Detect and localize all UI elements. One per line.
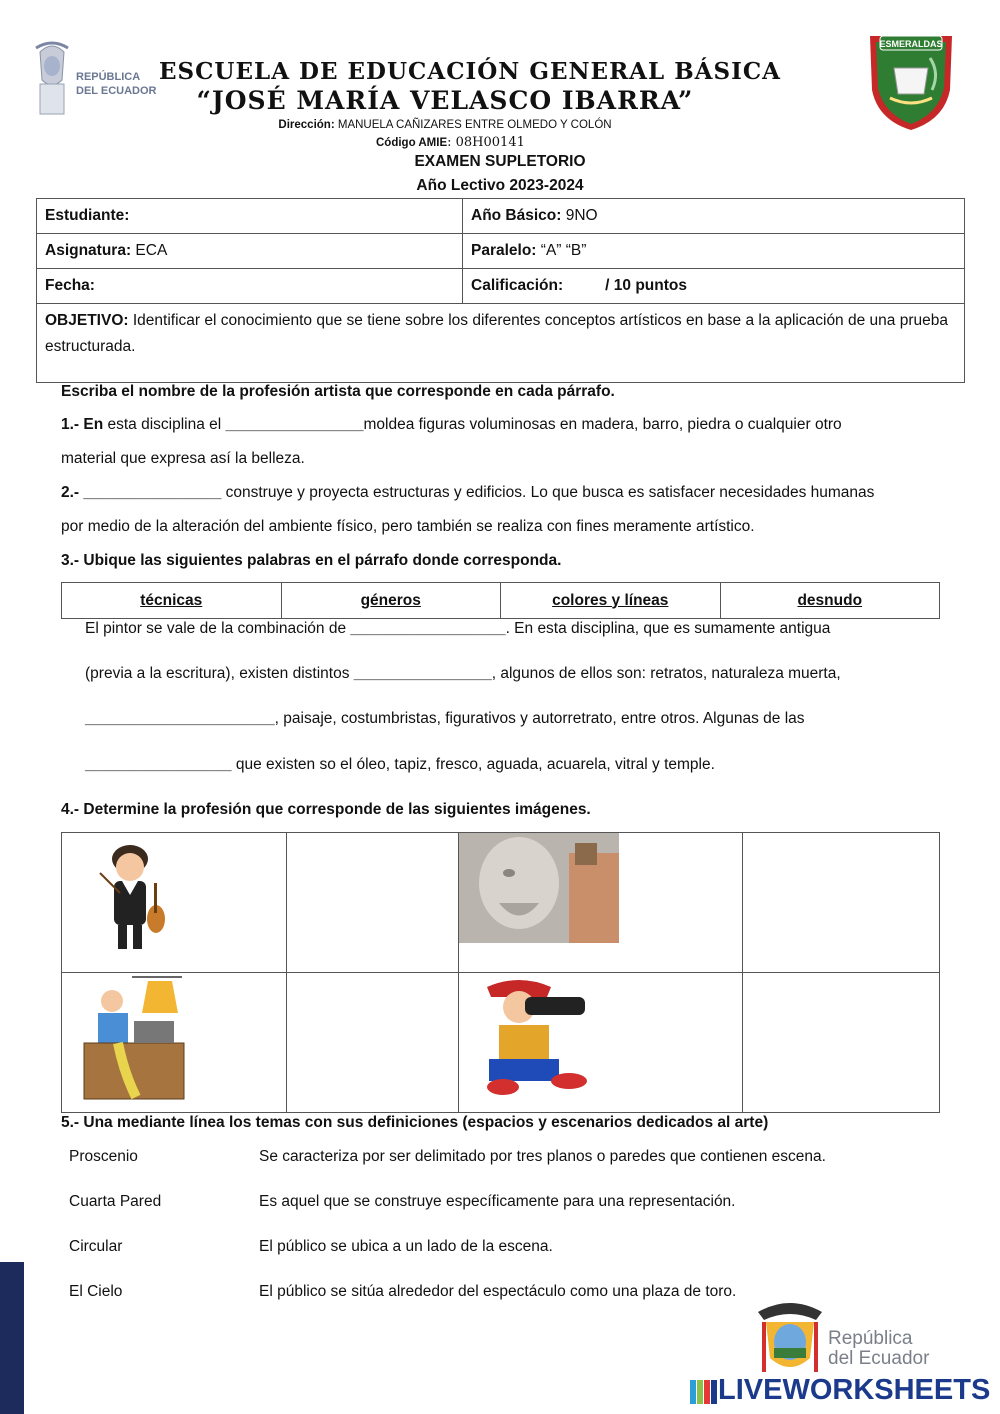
q3-line2-b: , algunos de ellos son: retratos, naturaleza muerta, [491,665,841,682]
amie-code [376,135,525,150]
image-cell [458,973,742,1113]
exam-year: Año Lectivo 2023-2024 [416,177,584,194]
score-value: / 10 puntos [605,277,687,294]
q1-text-b: moldea figuras voluminosas en madera, barro, piedra o cualquier otro [363,416,842,433]
q3-line1-b: . En esta disciplina, que es sumamente antigua [505,620,831,637]
answer-cell[interactable] [287,973,458,1113]
q1-text-c: material que expresa así la belleza. [61,450,305,467]
match-term[interactable]: Cuarta Pared [69,1193,162,1210]
student-field[interactable] [37,199,463,234]
school-name-line2: “JOSÉ MARÍA VELASCO IBARRA” [196,86,694,115]
image-cell [62,833,287,973]
question-2 [61,476,941,544]
tailor-image [62,973,202,1103]
q5-title: 5.- Una mediante línea los temas con sus definiciones (espacios y escenarios dedicados al arte) [61,1114,769,1131]
q3-line-1 [85,620,907,638]
q1-number: 1.- En [61,416,104,433]
left-sidebar-bar [0,1262,24,1414]
q3-blank-2[interactable]: ________________ [353,665,492,682]
q1-blank[interactable]: ________________ [225,416,364,433]
q3-line3-b: , paisaje, costumbristas, figurativos y autorretrato, entre otros. Algunas de las [274,710,805,727]
grade-value: 9NO [561,207,598,224]
logo-left-text-2: DEL ECUADOR [76,85,157,97]
image-cell [458,833,742,973]
liveworksheets-icon [690,1380,718,1402]
photographer-image [459,973,629,1103]
grade-field [463,199,965,234]
objective-label: OBJETIVO: [45,312,129,329]
sculptor-image [459,833,619,943]
score-label: Calificación: [471,277,564,294]
republica-line2: del Ecuador [828,1348,930,1369]
q2-text-a: construye y proyecta estructuras y edificios. Lo que busca es satisfacer necesidades humanas [221,484,875,501]
q3-line-4 [85,756,907,774]
answer-cell[interactable] [742,833,939,973]
match-term[interactable]: Proscenio [69,1148,138,1165]
q2-number: 2.- [61,484,80,501]
question-1 [61,408,941,476]
logo-left-text-1: REPÚBLICA [76,71,141,83]
match-definition[interactable]: El público se ubica a un lado de la escena. [259,1238,553,1255]
date-field[interactable] [37,269,463,304]
student-info-table [36,198,965,383]
section-intro: Escriba el nombre de la profesión artista que corresponde en cada párrafo. [61,383,615,400]
republica-line1: República [828,1328,913,1349]
q2-text-b: por medio de la alteración del ambiente físico, pero también se realiza con fines meramente artístico. [61,518,755,535]
q3-line-2 [85,665,907,683]
match-definition[interactable]: El público se sitúa alrededor del espectáculo como una plaza de toro. [259,1283,737,1300]
word-bank-item[interactable]: técnicas [62,583,282,619]
q1-text-a: esta disciplina el [103,416,226,433]
match-definition[interactable]: Se caracteriza por ser delimitado por tres planos o paredes que contienen escena. [259,1148,826,1165]
address-label: Dirección: [278,119,335,131]
q3-line1-a: El pintor se vale de la combinación de [85,620,351,637]
grade-label: Año Básico: [471,207,562,224]
exam-title: EXAMEN SUPLETORIO [414,153,586,170]
q3-blank-1[interactable]: __________________ [350,620,506,637]
q3-line-3 [85,710,907,728]
crest-text: ESMERALDAS [879,39,943,49]
school-address [0,119,890,131]
objective-field [37,304,965,383]
objective-value: Identificar el conocimiento que se tiene sobre los diferentes conceptos artísticos en base a la aplicación de una prueba estructurada. [45,312,948,355]
school-name-line1: ESCUELA DE EDUCACIÓN GENERAL BÁSICA [158,58,782,85]
q3-title: 3.- Ubique las siguientes palabras en el párrafo donde corresponda. [61,552,562,569]
section-value: “A” “B” [536,242,587,259]
liveworksheets-brand[interactable]: LIVEWORKSHEETS [718,1374,991,1406]
image-cell [62,973,287,1113]
q4-title: 4.- Determine la profesión que corresponde de las siguientes imágenes. [61,801,591,818]
musician-image [62,833,202,959]
grade-score-field[interactable] [463,269,965,304]
word-bank-table [61,582,940,619]
word-bank-item[interactable]: desnudo [720,583,940,619]
subject-field [37,234,463,269]
q3-blank-3[interactable]: ______________________ [85,710,275,727]
answer-cell[interactable] [742,973,939,1113]
q3-line4-b: que existen so el óleo, tapiz, fresco, aguada, acuarela, vitral y temple. [231,756,715,773]
amie-label: Código AMIE [376,137,448,149]
date-label: Fecha: [45,277,95,294]
q2-blank[interactable]: ________________ [79,484,222,501]
q3-line2-a: (previa a la escritura), existen distintos [85,665,354,682]
amie-value: : 08H00141 [447,135,525,150]
match-term[interactable]: Circular [69,1238,123,1255]
word-bank-item[interactable]: géneros [281,583,501,619]
student-label: Estudiante: [45,207,130,224]
section-label: Paralelo: [471,242,537,259]
ecuador-emblem [752,1298,828,1378]
section-field [463,234,965,269]
q3-blank-4[interactable]: _________________ [85,756,232,773]
subject-value: ECA [131,242,168,259]
match-definition[interactable]: Es aquel que se construye específicamente para una representación. [259,1193,736,1210]
subject-label: Asignatura: [45,242,132,259]
word-bank-item[interactable]: colores y líneas [501,583,721,619]
address-value: MANUELA CAÑIZARES ENTRE OLMEDO Y COLÓN [337,119,612,131]
answer-cell[interactable] [287,833,458,973]
profession-image-table [61,832,940,1113]
match-term[interactable]: El Cielo [69,1283,123,1300]
